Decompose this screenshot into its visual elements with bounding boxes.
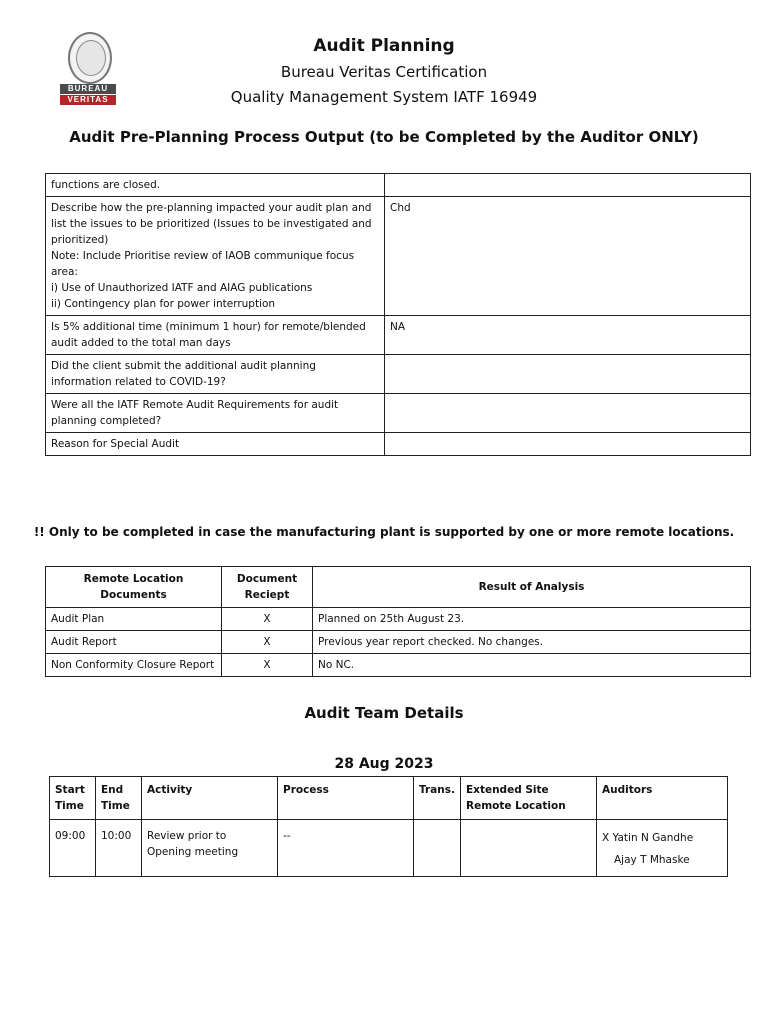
column-header: Document Reciept [222,567,313,608]
document-cell: Audit Plan [46,608,222,631]
answer-cell [385,355,751,394]
question-cell: Reason for Special Audit [46,433,385,456]
process-cell: -- [278,820,414,877]
audit-team-heading: Audit Team Details [304,704,464,722]
table-header-row [50,777,728,820]
remote-locations-notice: !! Only to be completed in case the manufacturing plant is supported by one or more remote locations. [33,525,735,539]
answer-cell [385,433,751,456]
trans-cell [414,820,461,877]
column-header: Extended Site Remote Location [461,777,597,820]
audit-date: 28 Aug 2023 [334,756,434,772]
question-cell: Is 5% additional time (minimum 1 hour) for remote/blended audit added to the total man days [46,316,385,355]
end-time-cell: 10:00 [96,820,142,877]
table-row [46,174,751,197]
auditors-cell [597,820,728,877]
document-cell: Audit Report [46,631,222,654]
column-header: Start Time [50,777,96,820]
column-header: Trans. [414,777,461,820]
table-row [46,631,751,654]
question-cell: Were all the IATF Remote Audit Requirements for audit planning completed? [46,394,385,433]
logo-text-bureau: BUREAU [60,84,116,94]
answer-cell [385,174,751,197]
document-cell: Non Conformity Closure Report [46,654,222,677]
column-header: Process [278,777,414,820]
remote-location-table [45,566,751,677]
table-row [46,394,751,433]
receipt-cell: X [222,608,313,631]
column-header: End Time [96,777,142,820]
column-header: Result of Analysis [313,567,751,608]
table-header-row [46,567,751,608]
page-title: Audit Planning [313,36,455,56]
page-subtitle-standard: Quality Management System IATF 16949 [230,88,538,106]
table-row [46,316,751,355]
table-row [46,608,751,631]
question-cell: functions are closed. [46,174,385,197]
preplanning-table [45,173,751,456]
column-header: Auditors [597,777,728,820]
question-cell: Describe how the pre-planning impacted your audit plan and list the issues to be prioritized (Issues to be investigated and prioritized) Note: Include Prioritise review of IAOB communique focus area: i) Use of Unauthorized IATF and AIAG publications ii) Contingency plan for power interruption [46,197,385,316]
result-cell: No NC. [313,654,751,677]
auditor-name: Ajay T Mhaske [614,854,690,866]
page-subtitle-company: Bureau Veritas Certification [280,63,488,81]
table-row [50,820,728,877]
answer-cell [385,394,751,433]
activity-cell: Review prior to Opening meeting [142,820,278,877]
result-cell: Previous year report checked. No changes. [313,631,751,654]
answer-cell: NA [385,316,751,355]
answer-cell: Chd [385,197,751,316]
table-row [46,197,751,316]
preplanning-heading: Audit Pre-Planning Process Output (to be Completed by the Auditor ONLY) [69,128,699,146]
site-cell [461,820,597,877]
receipt-cell: X [222,631,313,654]
result-cell: Planned on 25th August 23. [313,608,751,631]
question-cell: Did the client submit the additional audit planning information related to COVID-19? [46,355,385,394]
table-row [46,654,751,677]
table-row [46,355,751,394]
auditor-name: X Yatin N Gandhe [602,832,694,844]
start-time-cell: 09:00 [50,820,96,877]
logo-text-veritas: VERITAS [60,95,116,105]
receipt-cell: X [222,654,313,677]
column-header: Remote Location Documents [46,567,222,608]
column-header: Activity [142,777,278,820]
audit-team-table [49,776,728,877]
table-row [46,433,751,456]
